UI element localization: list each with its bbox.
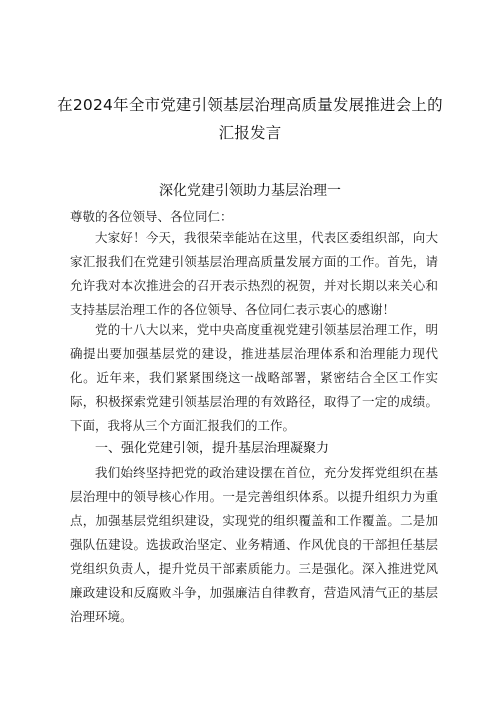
document-title-line1: 在2024年全市党建引领基层治理高质量发展推进会上的: [57, 96, 443, 114]
paragraph-opening: 大家好！今天，我很荣幸能站在这里，代表区委组织部，向大家汇报我们在党建引领基层治理高质量发展方面的工作。首先，请允许我对本次推进会的召开表示热烈的祝贺，并对长期以来关心和支持基层治理工作的各位领导、各位同仁表示衷心的感谢！: [70, 230, 438, 317]
document-title-line2: 汇报发言: [218, 124, 282, 142]
section-heading-1: 一、强化党建引领，提升基层治理凝聚力: [95, 441, 330, 456]
salutation: 尊敬的各位领导、各位同仁：: [70, 209, 233, 224]
paragraph-background: 党的十八大以来，党中央高度重视党建引领基层治理工作，明确提出要加强基层党的建设，推进基层治理体系和治理能力现代化。近年来，我们紧紧围绕这一战略部署，紧密结合全区工作实际，积极探索党建引领基层治理的有效路径，取得了一定的成绩。下面，我将从三个方面汇报我们的工作。: [70, 322, 438, 433]
section-1-paragraph: 我们始终坚持把党的政治建设摆在首位，充分发挥党组织在基层治理中的领导核心作用。一是完善组织体系。以提升组织力为重点，加强基层党组织建设，实现党的组织覆盖和工作覆盖。二是加强队伍建设。选拔政治坚定、业务精通、作风优良的干部担任基层党组织负责人，提升党员干部素质能力。三是强化。深入推进党风廉政建设和反腐败斗争，加强廉洁自律教育，营造风清气正的基层治理环境。: [70, 465, 438, 624]
document-subtitle: 深化党建引领助力基层治理一: [159, 183, 341, 199]
